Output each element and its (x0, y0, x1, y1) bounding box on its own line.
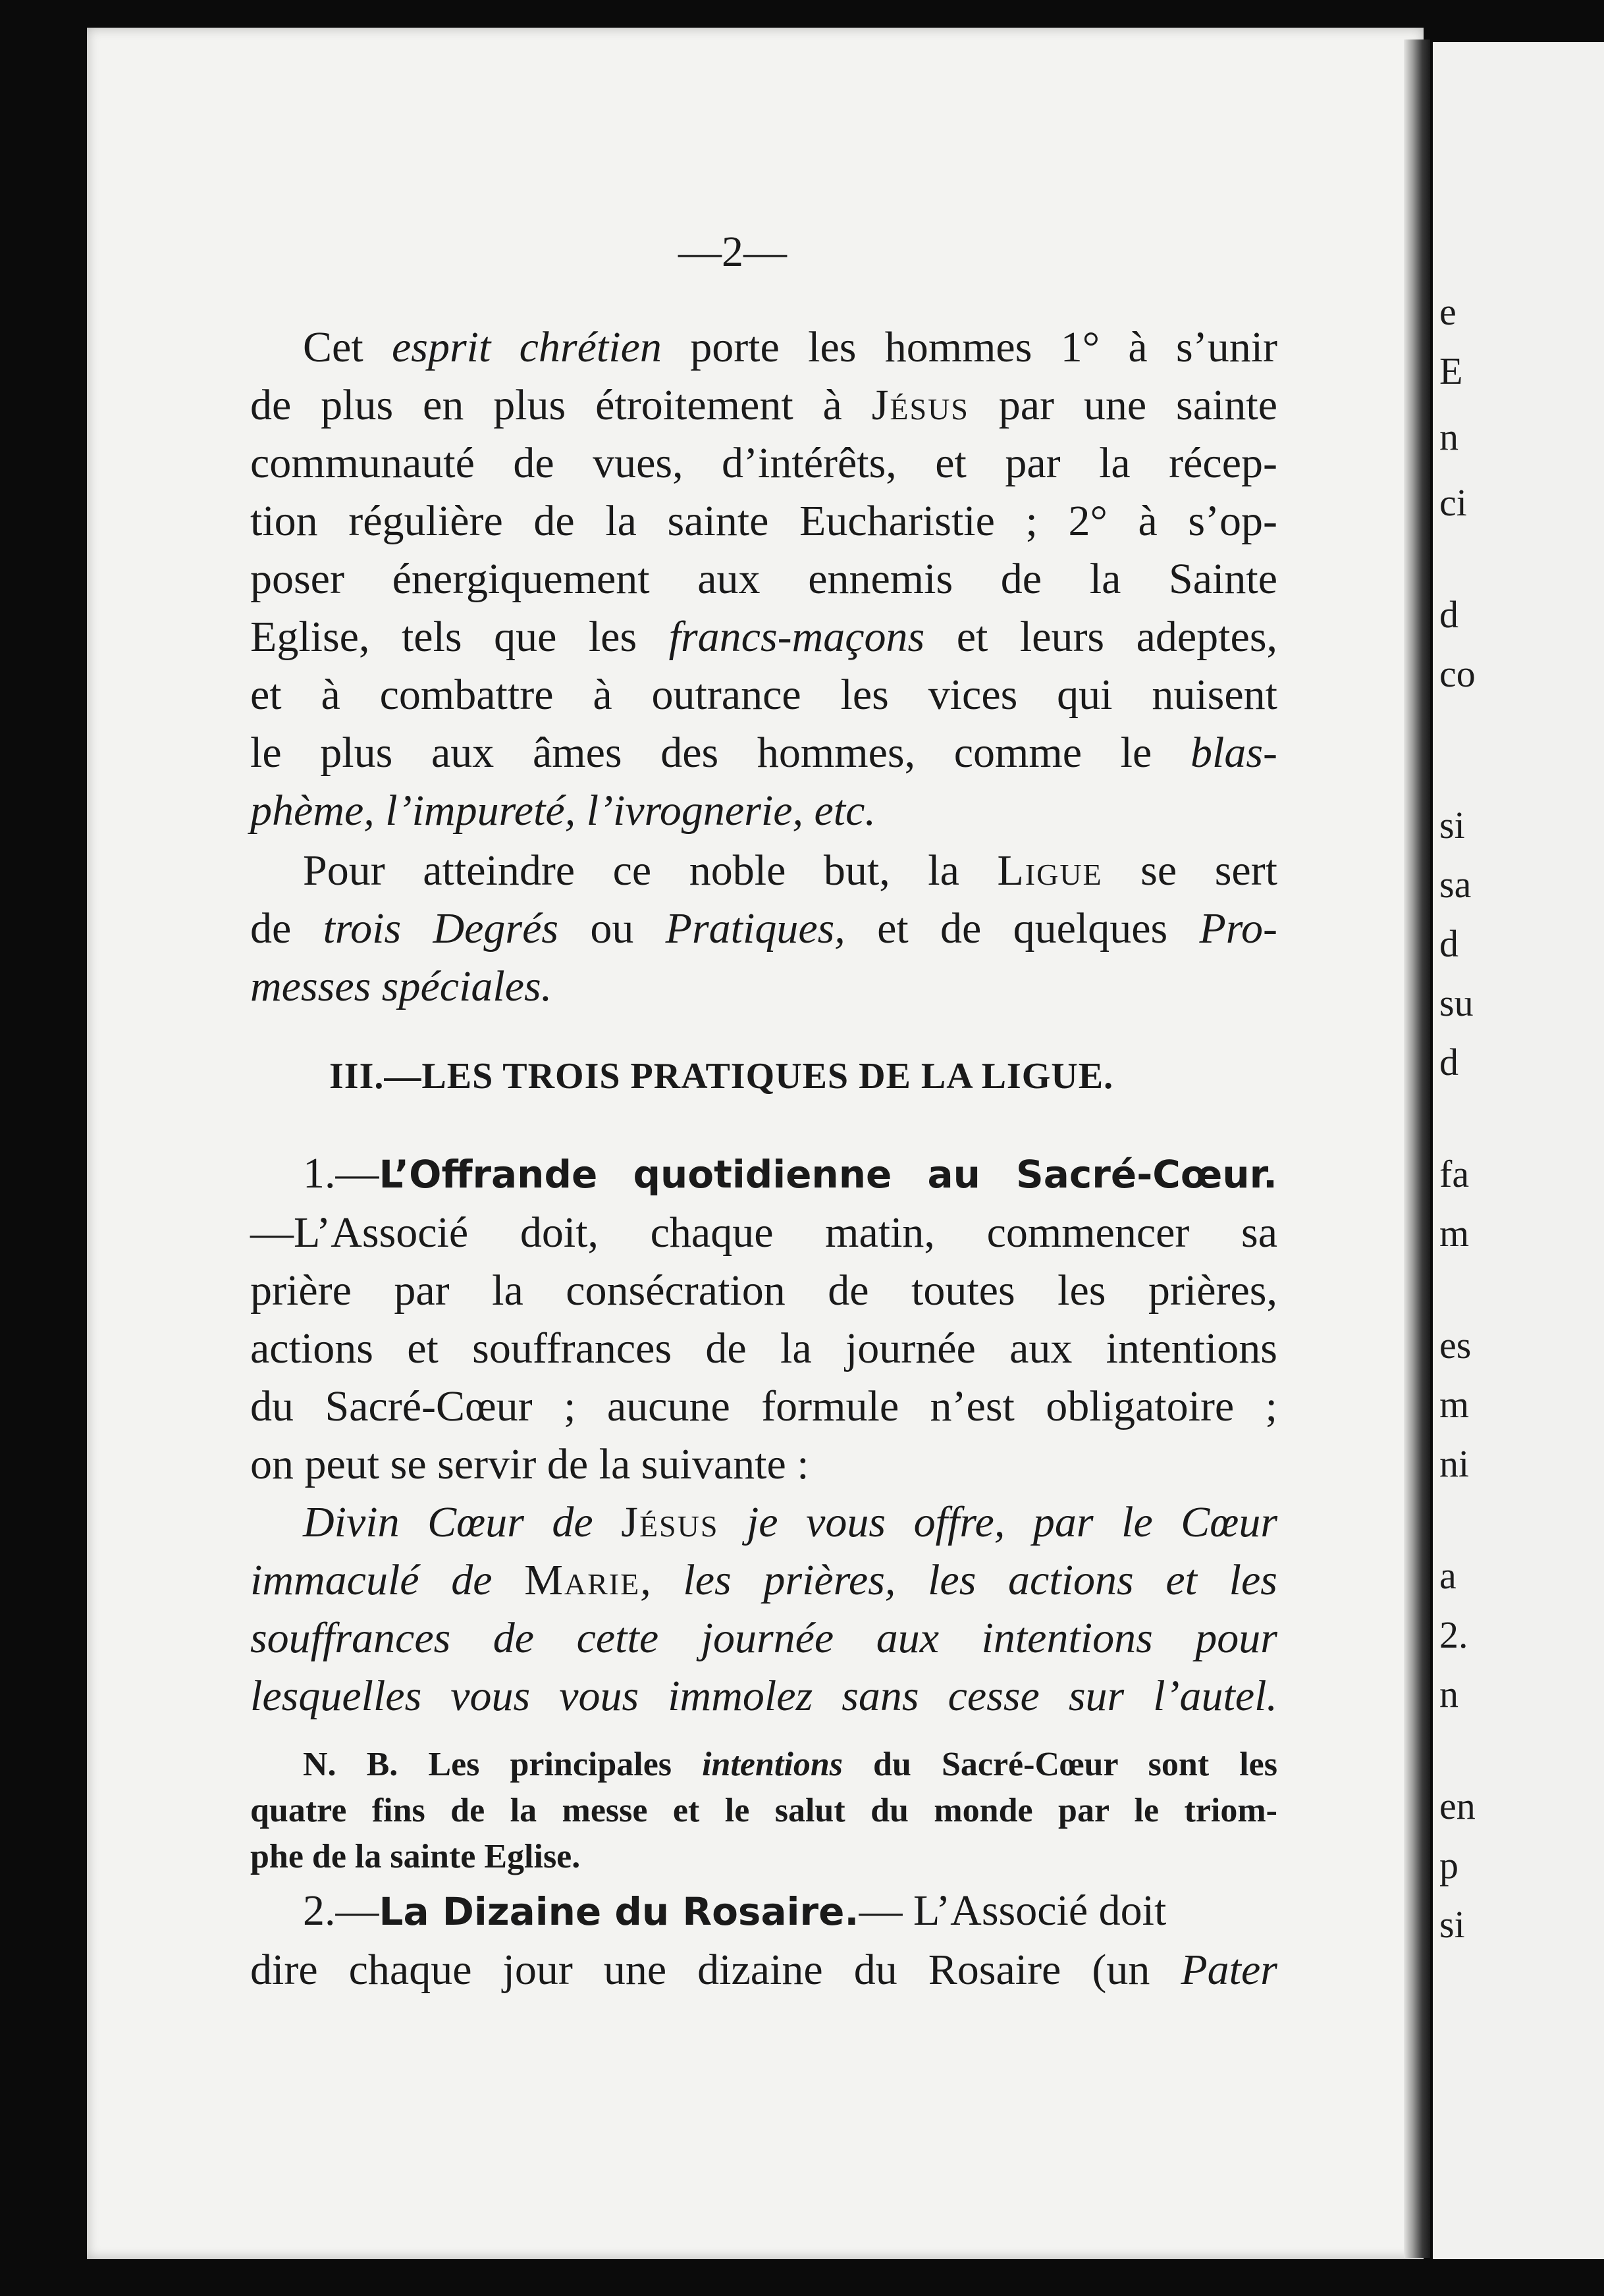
facing-page-fragment: es (1439, 1324, 1472, 1367)
facing-page-fragment: a (1439, 1554, 1457, 1597)
facing-page-fragment: p (1439, 1844, 1458, 1887)
facing-page-fragment: d (1439, 593, 1458, 636)
prayer-line: lesquelles vous vous immolez sans cesse sur l’autel. (250, 1672, 1277, 1720)
facing-page-fragment: su (1439, 981, 1474, 1024)
facing-page-fragment: d (1439, 922, 1458, 965)
p1-line: Eglise, tels que les francs-maçons et leurs adeptes, (250, 613, 1277, 661)
facing-page-fragment: co (1439, 652, 1476, 695)
p1-line: communauté de vues, d’intérêts, et par la récep- (250, 439, 1277, 487)
facing-page-fragment: n (1439, 1673, 1458, 1715)
pr1-line: prière par la consécration de toutes les prières, (250, 1266, 1277, 1315)
pr1-line: du Sacré-Cœur ; aucune formule n’est obligatoire ; (250, 1382, 1277, 1430)
p2-line: de trois Degrés ou Pratiques, et de quelques Pro- (250, 904, 1277, 952)
nb-line: phe de la sainte Eglise. (250, 1838, 581, 1875)
facing-page-fragment: en (1439, 1785, 1476, 1827)
p1-line: tion régulière de la sainte Eucharistie ; 2° à s’op- (250, 497, 1277, 545)
facing-page-fragment: 2. (1439, 1613, 1468, 1656)
practice-2-line-1: — L’Associé doit (859, 1887, 1167, 1935)
page-gutter (1404, 39, 1430, 2258)
p2-line: Pour atteindre ce noble but, la Ligue se sert (303, 847, 1277, 895)
facing-page-fragment: si (1439, 1903, 1465, 1946)
facing-page-fragment: si (1439, 804, 1465, 847)
facing-page (1433, 42, 1604, 2259)
facing-page-fragment: sa (1439, 863, 1472, 906)
page-number: —2— (678, 228, 787, 276)
facing-page-fragment: ni (1439, 1442, 1470, 1485)
prayer-line: Divin Cœur de Jésus je vous offre, par le Cœur (303, 1498, 1278, 1546)
facing-page-fragment: n (1439, 415, 1458, 458)
pr1-line: actions et souffrances de la journée aux intentions (250, 1324, 1277, 1372)
prayer-line: souffrances de cette journée aux intentions pour (250, 1614, 1277, 1662)
facing-page-fragment: fa (1439, 1153, 1470, 1195)
facing-page-fragment: m (1439, 1383, 1470, 1426)
pr1-line: —L’Associé doit, chaque matin, commencer sa (250, 1209, 1277, 1257)
practice-1-title (250, 1149, 1277, 1197)
facing-page-fragment: m (1439, 1212, 1470, 1255)
p1-line: et à combattre à outrance les vices qui nuisent (250, 671, 1277, 719)
p1-line: de plus en plus étroitement à Jésus par une sainte (250, 381, 1277, 429)
p2-line: messes spéciales. (250, 962, 552, 1010)
nb-line: quatre fins de la messe et le salut du monde par le triom- (250, 1792, 1277, 1829)
facing-page-fragment: ci (1439, 481, 1467, 524)
practice-2-heading: La Dizaine du Rosaire. (379, 1889, 859, 1934)
facing-page-fragment: E (1439, 350, 1463, 392)
prayer-line: immaculé de Marie, les prières, les actions et les (250, 1556, 1277, 1604)
section-heading: III.—LES TROIS PRATIQUES DE LA LIGUE. (329, 1056, 1114, 1097)
facing-page-fragment: e (1439, 290, 1457, 333)
p1-line: Cet esprit chrétien porte les hommes 1° à s’unir (303, 323, 1278, 371)
practice-2-title (250, 1889, 1277, 1933)
p1-line: poser énergiquement aux ennemis de la Sainte (250, 555, 1277, 603)
pr1-line: on peut se servir de la suivante : (250, 1440, 809, 1488)
practice-2-number: 2.— (303, 1887, 379, 1935)
practice-1-heading: L’Offrande quotidienne au Sacré-Cœur. (379, 1152, 1277, 1197)
nb-line: N. B. Les principales intentions du Sacré-Cœur sont les (303, 1746, 1277, 1783)
p1-line: le plus aux âmes des hommes, comme le blas- (250, 729, 1277, 777)
pr2-line: dire chaque jour une dizaine du Rosaire (un Pater (250, 1946, 1277, 1994)
practice-1-number: 1.— (303, 1149, 379, 1197)
p1-line: phème, l’impureté, l’ivrognerie, etc. (250, 787, 876, 835)
facing-page-fragment: d (1439, 1041, 1458, 1083)
